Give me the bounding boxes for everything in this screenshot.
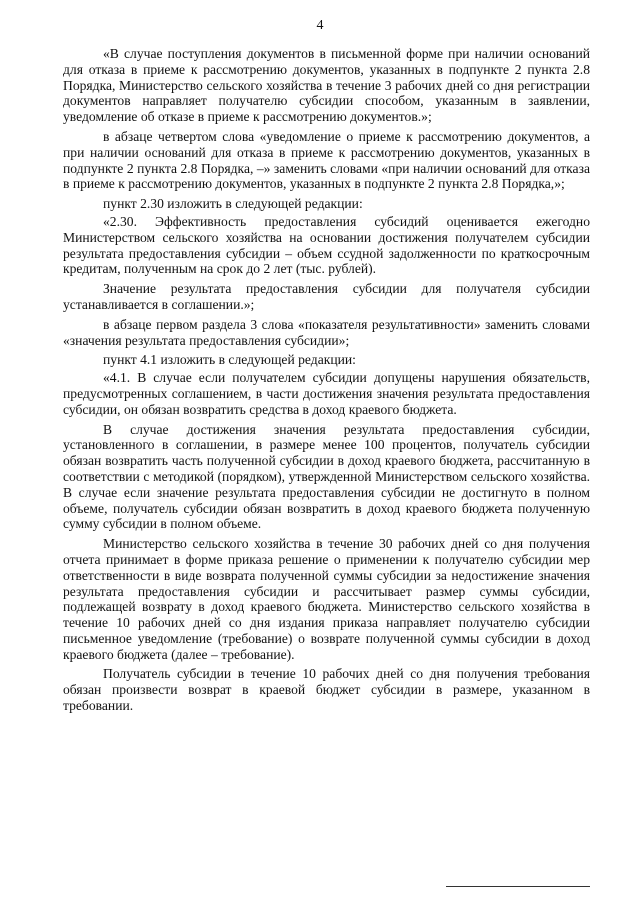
paragraph-result-value: Значение результата предоставления субсидии для получателя субсидии устанавливается в соглашении.»; xyxy=(63,281,590,312)
paragraph-recipient-return: Получатель субсидии в течение 10 рабочих дней со дня получения требования обязан произвести возврат в краевой бюджет субсидии в размере, указанном в требовании. xyxy=(63,666,590,714)
paragraph-partial-return: В случае достижения значения результата предоставления субсидии, установленного в соглашении, в размере менее 100 процентов, получатель субсидии обязан возвратить часть полученной субсидии в доход краевого бюджета, рассчитанную в соответствии с методикой (порядком), утвержденной Министерством сельского хозяйства. В случае если значение результата предоставления субсидии не достигнуто в полном объеме, получатель субсидии обязан возвратить в доход краевого бюджета полученную сумму субсидии в полном объеме. xyxy=(63,421,590,532)
document-body xyxy=(63,46,590,718)
paragraph-item-4-1-heading: пункт 4.1 изложить в следующей редакции: xyxy=(103,352,356,368)
paragraph-item-2-30-text: «2.30. Эффективность предоставления субсидий оценивается ежегодно Министерством сельского хозяйства на основании достижения получателем субсидии результата предоставления субсидии – объем ссудной задолженности по краткосрочным кредитам, полученным на срок до 2 лет (тыс. рублей). xyxy=(63,213,590,277)
paragraph-amend-fourth-sentence: в абзаце четвертом слова «уведомление о приеме к рассмотрению документов, а при наличии оснований для отказа в приеме к рассмотрению документов, указанных в подпункте 2 пункта 2.8 Порядка, –» заменить словами «при наличии оснований для отказа в приеме к рассмотрению документов, указанных в подпункте 2 пункта 2.8 Порядка,»; xyxy=(63,128,590,192)
paragraph-section-3-amend: в абзаце первом раздела 3 слова «показателя результативности» заменить словами «значения результата предоставления субсидии»; xyxy=(63,316,590,348)
paragraph-item-2-30-heading: пункт 2.30 изложить в следующей редакции: xyxy=(103,196,363,212)
paragraph-intro-quote: «В случае поступления документов в письменной форме при наличии оснований для отказа в приеме к рассмотрению документов, указанных в подпункте 2 пункта 2.8 Порядка, Министерство сельского хозяйства в течение 3 рабочих дней со дня регистрации документов направляет получателю субсидии способом, указанным в заявлении, уведомление об отказе в приеме к рассмотрению документов.»; xyxy=(63,46,590,125)
bottom-divider xyxy=(446,886,590,887)
paragraph-item-4-1-text: «4.1. В случае если получателем субсидии допущены нарушения обязательств, предусмотренных соглашением, в части достижения значения результата предоставления субсидии, он обязан возвратить средства в доход краевого бюджета. xyxy=(63,370,590,417)
paragraph-ministry-order: Министерство сельского хозяйства в течение 30 рабочих дней со дня получения отчета принимает в форме приказа решение о применении к получателю субсидии мер ответственности в виде возврата полученной суммы субсидии за недостижение значения результата предоставления субсидии и рассчитывает размер суммы субсидии, подлежащей возврату в доход краевого бюджета. Министерство сельского хозяйства в течение 10 рабочих дней со дня издания приказа направляет получателю субсидии письменное уведомление (требование) о возврате полученной суммы субсидии в доход краевого бюджета (далее – требование). xyxy=(63,536,590,662)
page-number: 4 xyxy=(316,18,324,33)
